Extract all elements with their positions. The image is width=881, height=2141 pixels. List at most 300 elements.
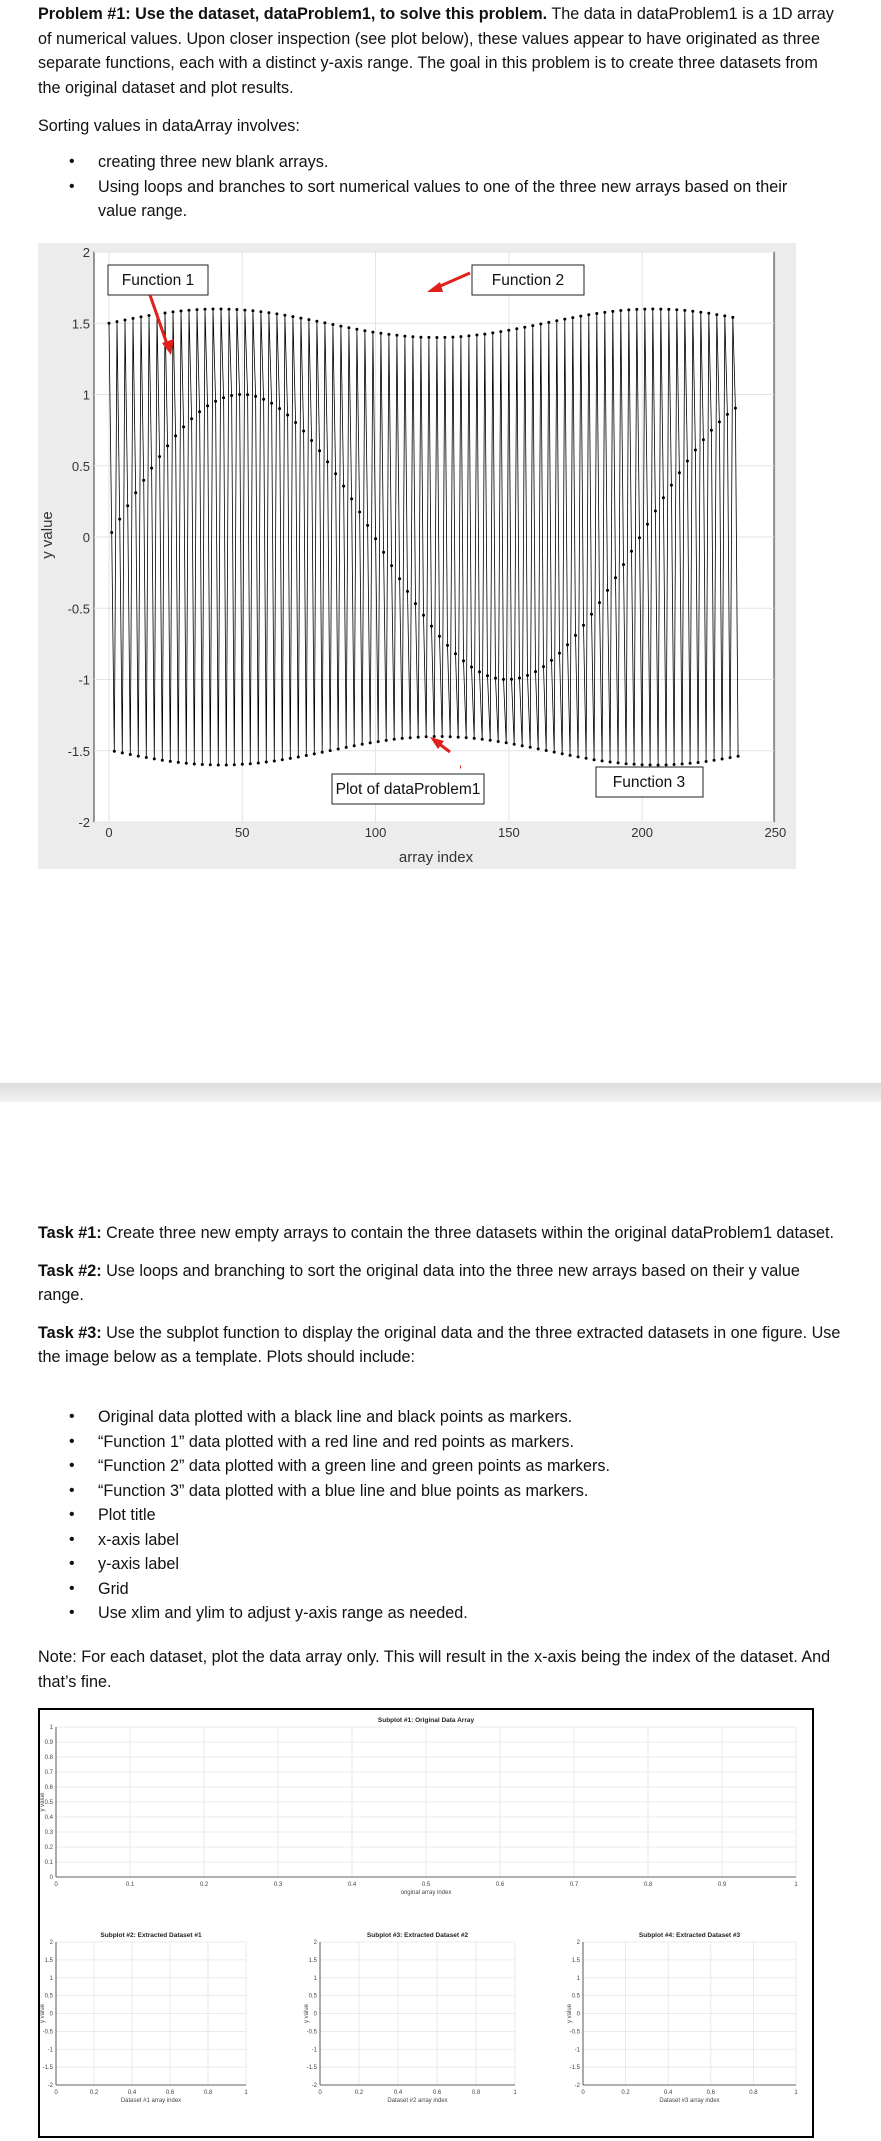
- subplot-1: [40, 1717, 798, 1896]
- data-point: [494, 677, 497, 680]
- data-point: [499, 330, 502, 333]
- data-point: [609, 761, 612, 764]
- data-point: [267, 311, 270, 314]
- tasks-section: [38, 1221, 848, 1383]
- data-point: [619, 309, 622, 312]
- data-point: [289, 757, 292, 760]
- data-point: [390, 564, 393, 567]
- y-tick-label: 0: [313, 2011, 317, 2018]
- data-point: [134, 491, 137, 494]
- y-tick-label: 1.5: [571, 1957, 580, 1964]
- data-point: [108, 322, 111, 325]
- data-point: [212, 308, 215, 311]
- data-point: [190, 417, 193, 420]
- data-point: [273, 760, 276, 763]
- x-tick-label: 0.2: [621, 2090, 630, 2096]
- data-point: [713, 759, 716, 762]
- y-tick-label: -1: [47, 2047, 53, 2054]
- data-point: [345, 746, 348, 749]
- y-tick-label: -2: [574, 2083, 580, 2089]
- main-plot-figure: [38, 243, 796, 869]
- data-point: [451, 336, 454, 339]
- data-point: [355, 328, 358, 331]
- y-tick-label: 0.7: [44, 1770, 53, 1776]
- y-tick-label: -0.5: [569, 2029, 580, 2036]
- task-2: [38, 1259, 848, 1308]
- data-point: [667, 308, 670, 311]
- y-tick-label: 0.5: [44, 1800, 53, 1806]
- data-point: [683, 309, 686, 312]
- data-point: [478, 670, 481, 673]
- data-point: [422, 614, 425, 617]
- data-point: [334, 472, 337, 475]
- data-point: [246, 393, 249, 396]
- data-point: [275, 312, 278, 315]
- data-point: [449, 735, 452, 738]
- data-point: [526, 674, 529, 677]
- data-point: [489, 739, 492, 742]
- x-tick-label: 0.1: [125, 1882, 135, 1888]
- data-point: [574, 634, 577, 637]
- data-point: [417, 736, 420, 739]
- y-tick-label: 2: [313, 1940, 317, 1946]
- data-point: [675, 308, 678, 311]
- data-point: [555, 319, 558, 322]
- subplot-title: Subplot #3: Extracted Dataset #2: [366, 1932, 469, 1939]
- data-point: [475, 334, 478, 337]
- x-tick-label: 1: [244, 2090, 248, 2096]
- data-point: [414, 602, 417, 605]
- x-tick-label: 0.2: [199, 1882, 209, 1888]
- data-point: [230, 394, 233, 397]
- data-point: [630, 550, 633, 553]
- data-point: [403, 335, 406, 338]
- x-tick-label: 0.8: [643, 1882, 653, 1888]
- data-point: [715, 313, 718, 316]
- subplot-2: [40, 1932, 248, 2104]
- data-point: [614, 576, 617, 579]
- x-tick-label: 0.4: [127, 2090, 137, 2096]
- data-point: [409, 736, 412, 739]
- data-point: [132, 317, 135, 320]
- data-point: [481, 738, 484, 741]
- y-tick-label: -1: [78, 672, 90, 688]
- data-point: [505, 741, 508, 744]
- data-point: [164, 312, 167, 315]
- data-point: [142, 479, 145, 482]
- data-point: [497, 740, 500, 743]
- data-point: [395, 334, 398, 337]
- data-point: [305, 754, 308, 757]
- data-point: [627, 308, 630, 311]
- y-tick-label: -1.5: [569, 2065, 580, 2072]
- data-point: [606, 589, 609, 592]
- data-point: [427, 336, 430, 339]
- y-tick-label: 0.4: [44, 1815, 53, 1821]
- data-point: [214, 400, 217, 403]
- data-point: [180, 310, 183, 313]
- data-point: [571, 316, 574, 319]
- data-point: [116, 320, 119, 323]
- data-point: [707, 312, 710, 315]
- data-point: [259, 310, 262, 313]
- x-tick-label: 0: [54, 2090, 58, 2096]
- data-point: [510, 678, 513, 681]
- data-point: [430, 625, 433, 628]
- data-point: [737, 755, 740, 758]
- y-tick-label: 0: [82, 530, 90, 545]
- data-point: [329, 749, 332, 752]
- list-item: • creating three new blank arrays.: [69, 150, 829, 175]
- data-point: [291, 315, 294, 318]
- x-tick-label: 200: [631, 825, 653, 840]
- subplot-x-label: Dataset #2 array index: [387, 2098, 448, 2104]
- x-tick-label: 0.4: [664, 2090, 673, 2096]
- data-point: [643, 308, 646, 311]
- data-point: [657, 764, 660, 767]
- data-point: [563, 318, 566, 321]
- data-point: [385, 739, 388, 742]
- x-tick-label: 0.6: [495, 1882, 505, 1888]
- data-point: [145, 756, 148, 759]
- data-point: [270, 402, 273, 405]
- y-tick-label: 1: [313, 1975, 317, 1982]
- data-point: [425, 735, 428, 738]
- main-plot-svg: [38, 243, 796, 869]
- data-point: [585, 757, 588, 760]
- y-tick-label: 0.1: [44, 1860, 53, 1866]
- data-point: [358, 511, 361, 514]
- data-point: [315, 320, 318, 323]
- y-tick-label: 1.5: [44, 1957, 53, 1964]
- data-point: [603, 311, 606, 314]
- note-paragraph: Note: For each dataset, plot the data array only. This will result in the x-axis being the index of the dataset. And that’s fine.: [38, 1648, 831, 1691]
- data-point: [401, 737, 404, 740]
- data-point: [547, 321, 550, 324]
- data-point: [659, 308, 662, 311]
- data-point: [729, 756, 732, 759]
- data-point: [382, 551, 385, 554]
- subplot-title: Subplot #2: Extracted Dataset #1: [100, 1932, 202, 1939]
- data-point: [204, 308, 207, 311]
- data-point: [201, 763, 204, 766]
- x-tick-label: 0.2: [354, 2090, 364, 2096]
- data-point: [553, 751, 556, 754]
- data-point: [172, 310, 175, 313]
- x-tick-label: 1: [794, 2090, 798, 2096]
- y-tick-label: -2: [78, 815, 90, 830]
- y-tick-label: 1: [49, 1975, 53, 1982]
- data-point: [251, 309, 254, 312]
- data-point: [281, 758, 284, 761]
- x-tick-label: 100: [364, 825, 387, 840]
- x-tick-label: 0.5: [421, 1882, 431, 1888]
- data-point: [196, 308, 199, 311]
- data-point: [371, 331, 374, 334]
- x-tick-label: 0.8: [749, 2090, 758, 2096]
- subplot-y-label: y value: [40, 2003, 46, 2024]
- data-point: [441, 735, 444, 738]
- data-point: [569, 754, 572, 757]
- data-point: [537, 747, 540, 750]
- data-point: [363, 329, 366, 332]
- data-point: [326, 460, 329, 463]
- data-point: [518, 677, 521, 680]
- data-point: [113, 750, 116, 753]
- data-point: [174, 434, 177, 437]
- data-point: [185, 762, 188, 765]
- data-point: [633, 763, 636, 766]
- x-tick-label: 0: [581, 2090, 585, 2096]
- x-tick-label: 1: [794, 1882, 798, 1888]
- x-tick-label: 0.6: [706, 2090, 715, 2096]
- data-point: [318, 449, 321, 452]
- data-point: [734, 407, 737, 410]
- data-point: [150, 467, 153, 470]
- x-tick-label: 0.6: [432, 2090, 442, 2096]
- data-point: [353, 744, 356, 747]
- data-point: [374, 537, 377, 540]
- data-point: [598, 601, 601, 604]
- task-2-text: Use loops and branching to sort the original data into the three new arrays based on their y value range.: [38, 1261, 800, 1304]
- data-point: [225, 764, 228, 767]
- data-point: [137, 755, 140, 758]
- list-item: • Grid: [69, 1577, 829, 1602]
- y-tick-label: 1.5: [308, 1957, 317, 1964]
- subplot-title: Subplot #1: Original Data Array: [377, 1717, 475, 1724]
- data-point: [342, 485, 345, 488]
- template-figure-svg: [40, 1710, 812, 2136]
- subplot-x-label: Dataset #1 array index: [120, 2098, 182, 2104]
- data-point: [681, 763, 684, 766]
- data-point: [470, 666, 473, 669]
- data-point: [337, 748, 340, 751]
- list-item: • “Function 1” data plotted with a red line and red points as markers.: [69, 1430, 829, 1455]
- y-tick-label: 0.9: [44, 1740, 53, 1746]
- x-tick-label: 0.9: [717, 1882, 727, 1888]
- data-point: [507, 329, 510, 332]
- y-tick-label: 0.5: [308, 1993, 317, 2000]
- data-point: [539, 323, 542, 326]
- data-point: [521, 744, 524, 747]
- x-tick-label: 0: [54, 1882, 58, 1888]
- data-point: [673, 763, 676, 766]
- y-tick-label: -1: [311, 2047, 317, 2054]
- y-tick-label: 2: [82, 245, 90, 260]
- data-point: [158, 455, 161, 458]
- subplot-x-label: Dataset #3 array index: [659, 2098, 720, 2104]
- y-tick-label: -1.5: [67, 743, 90, 759]
- data-point: [625, 762, 628, 765]
- function-2-label: Function 2: [491, 272, 565, 289]
- y-tick-label: 1: [49, 1725, 53, 1731]
- data-point: [339, 325, 342, 328]
- data-point: [222, 396, 225, 399]
- data-point: [491, 331, 494, 334]
- data-point: [148, 314, 151, 317]
- subplot-x-label: original array index: [400, 1890, 452, 1896]
- list-item: • x-axis label: [69, 1528, 829, 1553]
- y-tick-label: 2: [49, 1940, 53, 1946]
- y-tick-label: 0: [576, 2011, 580, 2018]
- data-point: [465, 736, 468, 739]
- data-point: [433, 735, 436, 738]
- data-point: [206, 404, 209, 407]
- data-point: [209, 763, 212, 766]
- data-point: [542, 665, 545, 668]
- data-point: [705, 760, 708, 763]
- data-point: [649, 763, 652, 766]
- data-point: [121, 751, 124, 754]
- x-tick-label: 0.7: [569, 1882, 579, 1888]
- list-item: • Use xlim and ylim to adjust y-axis range as needed.: [69, 1601, 829, 1626]
- data-point: [257, 762, 260, 765]
- data-point: [169, 760, 172, 763]
- data-point: [617, 761, 620, 764]
- data-point: [419, 336, 422, 339]
- data-point: [238, 393, 241, 396]
- y-tick-label: -0.5: [67, 601, 90, 617]
- data-point: [579, 315, 582, 318]
- data-point: [310, 439, 313, 442]
- data-point: [438, 635, 441, 638]
- data-point: [686, 460, 689, 463]
- data-point: [702, 438, 705, 441]
- data-point: [595, 312, 598, 315]
- data-point: [379, 332, 382, 335]
- data-point: [483, 333, 486, 336]
- data-point: [691, 310, 694, 313]
- data-point: [710, 429, 713, 432]
- task-2-heading: Task #2:: [38, 1261, 102, 1280]
- data-point: [110, 531, 113, 534]
- task-1: [38, 1221, 848, 1246]
- x-tick-label: 0.8: [471, 2090, 481, 2096]
- data-point: [369, 741, 372, 744]
- x-tick-label: 0.4: [347, 1882, 357, 1888]
- data-point: [411, 335, 414, 338]
- data-point: [228, 308, 231, 311]
- x-tick-label: 0: [318, 2090, 322, 2096]
- data-point: [646, 523, 649, 526]
- data-point: [689, 762, 692, 765]
- data-point: [398, 577, 401, 580]
- x-tick-label: 0.3: [273, 1882, 283, 1888]
- data-point: [566, 643, 569, 646]
- data-point: [220, 308, 223, 311]
- y-tick-label: -1.5: [42, 2065, 53, 2072]
- data-point: [299, 317, 302, 320]
- data-point: [457, 736, 460, 739]
- data-point: [577, 755, 580, 758]
- subplot-title: Subplot #4: Extracted Dataset #3: [638, 1932, 741, 1939]
- data-point: [361, 743, 364, 746]
- data-point: [662, 496, 665, 499]
- data-point: [699, 311, 702, 314]
- data-point: [590, 613, 593, 616]
- data-point: [249, 762, 252, 765]
- data-point: [545, 749, 548, 752]
- y-tick-label: 1: [82, 387, 90, 403]
- data-point: [321, 751, 324, 754]
- data-point: [161, 759, 164, 762]
- data-point: [550, 659, 553, 662]
- data-point: [126, 504, 129, 507]
- list-item: • Using loops and branches to sort numerical values to one of the three new arrays based on their value range.: [69, 175, 829, 224]
- data-point: [697, 761, 700, 764]
- plot-title: Plot of dataProblem1: [335, 781, 481, 798]
- data-point: [486, 674, 489, 677]
- task-3-text: Use the subplot function to display the original data and the three extracted datasets in one figure. Use the image below as a template. Plots should include:: [38, 1323, 841, 1366]
- data-point: [265, 761, 268, 764]
- data-point: [243, 309, 246, 312]
- data-point: [558, 652, 561, 655]
- data-point: [582, 624, 585, 627]
- x-tick-label: 1: [513, 2090, 517, 2096]
- data-point: [188, 309, 191, 312]
- data-point: [377, 740, 380, 743]
- data-point: [462, 659, 465, 662]
- y-tick-label: 0.6: [44, 1785, 53, 1791]
- x-tick-label: 250: [764, 825, 787, 840]
- data-point: [393, 738, 396, 741]
- template-figure: [38, 1708, 814, 2138]
- list-item: • “Function 3” data plotted with a blue line and blue points as markers.: [69, 1479, 829, 1504]
- y-axis-label: y value: [39, 511, 56, 559]
- data-point: [331, 323, 334, 326]
- data-point: [726, 413, 729, 416]
- sorting-list: [69, 150, 829, 224]
- data-point: [718, 420, 721, 423]
- data-point: [443, 336, 446, 339]
- data-point: [502, 678, 505, 681]
- data-point: [731, 316, 734, 319]
- data-point: [177, 761, 180, 764]
- y-tick-label: 0.5: [44, 1993, 53, 2000]
- data-point: [182, 425, 185, 428]
- data-point: [307, 318, 310, 321]
- data-point: [129, 753, 132, 756]
- data-point: [262, 398, 265, 401]
- y-tick-label: 1.5: [71, 316, 90, 332]
- data-point: [523, 326, 526, 329]
- y-tick-label: 0.8: [44, 1755, 53, 1761]
- x-axis-label: array index: [398, 849, 474, 866]
- y-tick-label: -1: [574, 2047, 580, 2054]
- x-tick-label: 50: [235, 825, 250, 840]
- task-1-text: Create three new empty arrays to contain the three datasets within the original dataProblem1 dataset.: [101, 1224, 835, 1242]
- y-tick-label: 0.5: [571, 1993, 580, 2000]
- y-tick-label: 0.3: [44, 1830, 53, 1836]
- y-tick-label: -0.5: [306, 2029, 317, 2036]
- data-point: [297, 756, 300, 759]
- data-point: [665, 763, 668, 766]
- task-3-heading: Task #3:: [38, 1323, 102, 1342]
- data-point: [283, 314, 286, 317]
- data-point: [153, 757, 156, 760]
- data-point: [467, 334, 470, 337]
- data-point: [286, 414, 289, 417]
- subplot-4: [567, 1932, 798, 2104]
- function-3-label: Function 3: [612, 774, 686, 791]
- data-point: [531, 324, 534, 327]
- data-point: [534, 670, 537, 673]
- data-point: [601, 759, 604, 762]
- data-point: [654, 510, 657, 513]
- subplot-3: [304, 1932, 517, 2104]
- data-point: [235, 308, 238, 311]
- y-tick-label: -2: [311, 2083, 317, 2089]
